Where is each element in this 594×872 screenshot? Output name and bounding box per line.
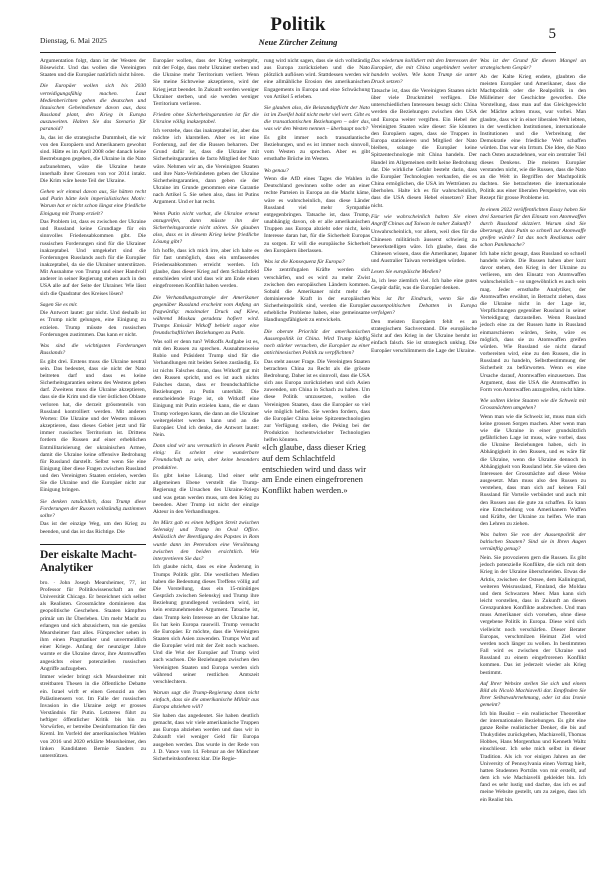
answer-text: Den meisten Europäern fehlt es an strategischem Sachverstand. Die europäische Sicht auf den Krieg in der Ukraine beruht ist einfach falsch. Sie ist strategisch unklug. Die Europäer verschlimmern die Lage der Ukraine. (371, 318, 477, 354)
answer-text: Ja, ich lese ziemlich viel. Ich habe eine gutes Gespür dafür, was die Europäer denken. (371, 277, 477, 291)
question-text: Was ist die Konsequenz für Europa? (264, 258, 345, 265)
answer-text: Was soll er denn tun? Witkoffs Aufgabe ist es, mit den Russen zu sprechen. Ausnahmsweise Rubio und Präsident Trump sind für die Verhandlungen mit beiden Seiten zuständig. Es ist nichts Falsches daran, dass Witkoff gut mit den Russen spricht, und es ist auch nichts Falsches daran, dass er freundschaftliche Beziehungen zu Putin unterhält. Die entscheidende Frage ist, ob Witkoff eine Einigung mit Putin erzielen kann, die er dann Trump vorlegen kann, die dann an die Ukrainer weitergeleitet werden kann und an die Europäer. Und ich denke, die Antwort lautet: Nein. (153, 338, 259, 438)
answer-text: Es gibt immer noch transatlantische Beziehungen, und es ist immer noch sinnvoll, vom Westen zu sprechen. Aber es gibt ernsthafte Brüche im Westen. (264, 134, 370, 163)
question-text: In einem 2022 veröffentlichten Essay haben Sie drei Szenarien für den Einsatz von Atomwaffen durch Russland skizziert. Warum sind Sie überzeugt, dass Putin so schnell zur Atomwaffe greifen würde? Ist das noch Realismus oder schon Panikmache? (480, 206, 586, 249)
question-text: Wie sollten kleine Staaten wie die Schweiz mit Grossmächten umgehen? (480, 397, 586, 412)
profile-rule (40, 544, 146, 545)
profile-box (40, 544, 146, 760)
answer-text: Ich glaube nicht, dass es eine Änderung in Trumps Politik gibt. Die westlichen Medien haben die Bedeutung dieses Treffens völlig auf Die Vorstellung, dass ein 15-minütiges Gespräch zwischen Selenskyj und Trump ihre Beziehung grundlegend verändern wird, ist kein erstzunehmendes Argument. Tatsache ist, dass Trump kein Interesse an der Ukraine hat. Es hat kein Europa rauswill. Trump versucht die Europäer. Er möchte, dass die Vereinigten Staaten sich Asien zuwenden. Trumps Wut auf die Europäer wird mit der Zeit noch wachsen. Und die Wut der Europäer auf Trump wird auch wachsen. Die Beziehungen zwischen den Vereinigten Staaten und Europa werden sich während seiner restlichen Amtszeit verschlechtern. (153, 564, 259, 685)
answer-text: Ich hoffe, dass ich mich irre, aber ich halte es für fast unmöglich, dass ein umfassendes Friedensabkommen erreicht werden. Ich glaube, dass dieser Krieg auf dem Schlachtfeld entschieden wird und dass wir am Ende einen eingefrorenen Konflikt haben werden. (153, 247, 259, 290)
question-text: Die Verhandlungsstrategie der Amerikaner gegenüber Russland erscheint vom Anfang an fragwürdig: maximaler Druck auf Kiew, während Moskau geradezu hofiert wird. Trumps Emissär Witkoff behielt sogar eine freundschaftlichen Beziehungen zu Putin. (153, 294, 259, 337)
answer-text: Wenn man wie die Schweiz ist, muss man sich keine grossen Sorgen machen. Aber wenn man wie die Ukraine in einer grundsätzlich gefährlichen Lage ist muss, wäre vorbei, dass die Ukraine Beziehungen haben, sich in Abhängigkeit in den Russen, und es wäre für die Ukraine, wenn die Ukraine dennoch in Abhängigkeit von Russland lebt. Sie wären den Interessen der Grossmächte auf diese Weise ausgesetzt. Man muss also den Russen zu verstehen, dass man sich auf keinen Fall Russland für Vorteile verbündet und auch mit den Russen aus die gute zu schaffen. Es kann eine Entscheidung von Amerikanern Waffen und Kräfte, der Ukraine zu helfen. Wie man den Lehren zu ziehen. (480, 413, 586, 528)
answer-text: Es gibt keine Lösung. Und einer sehr allgemeinen Ebene verstellt die Trump-Regierung die Ursachen des Ukraine-Kriegs und was getan werden muss, um den Krieg zu beenden. Aber Trump ist nicht der einzige Akteur in den Verhandlungen. (153, 473, 259, 515)
question-text: Wo genau? (264, 167, 289, 174)
question-text: Gehen wir einmal davon aus, Sie hätten recht und Putin hätte kein imperialistisches Motiv: Warum hat er nicht schon längst eine friedliche Einigung mit Trump erzielt? (40, 189, 146, 217)
answer-text: Das Problem ist, dass es zwischen der Ukraine und Russland keine Grundlage für ein sinnvolles Friedensabkommen gibt. Die russischen Forderungen sind für die Ukrainer inakzeptabel. Und umgekehrt sind die Forderungen Russlands auch für die Europäer inakzeptabel, da sie die Ukrainer unterstützen. Mit Ausnahme von Trump und einer Handvoll anderer in seiner Regierung stehen auch in den USA alle auf der Seite der Ukrainer. Wie lässt sich die Quadratur des Kreises lösen? (40, 219, 146, 297)
question-text: Warum sagt die Trump-Regierung dann nicht einfach, dass sie die amerikanische Militär aus Europa abziehen will? (153, 690, 259, 711)
question-text: Sie denken tatsächlich, dass Trump diese Forderungen der Russen vollständig zustimmen sollte? (40, 498, 146, 519)
question-text: Die oberste Priorität der amerikanischen Aussenpolitik ist China. Wird Trump künftig noch stärker versuchen, die Europäer zu einer antichinesischen Politik zu verpflichten? (264, 328, 370, 357)
answer-text: Das steht ausser Frage. Die Vereinigten Staaten betrachten China zu Recht als die grösste Bedrohung. Daher ist es sinnvoll, dass die USA sich aus Europa zurückziehen und sich Asien zuwenden, um China in Schach zu halten. Um diese Politik umzusetzen, wollen die Vereinigten Staaten, dass die Europäer so viel wie möglich helfen. Sie werden fordern, dass die Europäer China keine Spitzentechnologien zur Verfügung stellen, die Peking bei der Produktion hochentwickelter Technologien helfen könnten. (264, 358, 370, 444)
column-4 (371, 58, 477, 356)
question-text: Was halten Sie von der Aussenpolitik der baltischen Staaten? Sind sie in Ihren Augen vernünftig genug? (480, 532, 586, 553)
answer-text: Unwahrscheinlich, vor allem, weil dies für die Chinesen militärisch äusserst schwierig zu bewerkstelligen wäre. Ich glaube, dass die Chinesen wissen, dass die Amerikaner, Japaner und Australier Taiwan verteidigen würden. (371, 229, 477, 264)
question-text: Was ist der Grund für diesen Mangel an strategischem Gespür? (480, 58, 586, 72)
column-3 (264, 58, 370, 446)
answer-text: Die zentrifugalen Kräfte werden sich verschärfen, und es wird zu mehr Zwist zwischen den europäischen Ländern kommen. Sobald die Amerikaner nicht mehr die dominierende Kraft in der europäischen Sicherheitspolitik sind, werden die Europäer erhebliche Probleme haben, eine gemeinsame Handlungsfähigkeit zu entwickeln. (264, 267, 370, 324)
answer-text: Sie haben das angedeutet. Sie haben deutlich gemacht, dass wir viele amerikanische Truppen aus Europa abziehen werden und dass wir in Zukunft viel weniger Geld für Europa ausgeben werden. Das wurde in der Rede von J. D. Vance vom 14. Februar an der Münchner Sicherheitskonferenz klar. Die Regie- (153, 712, 259, 762)
answer-text: Ich verstehe, dass das inakzeptabel ist, aber das möchte ich klarstellen. Aber es ist eine Forderung, auf der die Russen beharren. Der Grund dafür ist, dass die Ukraine mit Sicherheitsgarantien de facto Mitglied der Nato wäre. Nehmen wir an, die Vereinigten Staaten und ihre Nato-Verbündeten geben der Ukraine Sicherheitsgarantien, dann geben sie der Ukraine im Grunde genommen eine Garantie nach Artikel 5. Sie sehen also, dass ist Putins Argument. Und er hat recht. (153, 127, 259, 206)
question-text: Dann sind wir uns vermutlich in diesem Punkt einig: Es scheint eine wunderbare Freundschaft zu sein, aber keine besonders produktive. (153, 443, 259, 471)
section-title: Politik (270, 14, 326, 35)
profile-headline: Der eiskalte Macht-Analytiker (40, 548, 137, 574)
header-rule (40, 52, 556, 53)
question-text: Was sind die wichtigsten Forderungen Russlands? (40, 342, 146, 357)
answer-text: Das ist der einzige Weg, um den Krieg zu beenden, und das ist das Richtige. Die (40, 521, 146, 535)
page-header (40, 12, 556, 50)
page-number: 5 (548, 26, 556, 42)
question-text: Was ist Ihr Eindruck, wenn Sie die aussenpolitischen Debatten in Europa verfolgen? (371, 296, 477, 317)
profile-text: bro. · John Joseph Mearsheimer, 77, ist Professor für Politikwissenschaft an der Universität Chicago. Er bezeichnet sich selbst als Realisten. Grossmächte dominieren das geopolitische Geschehen. Staaten kämpften primär um ihr Überleben. Um mehr Macht zu erlangen und sich abzusichern, tun sie gemäss Mearsheimer fast alles. Fürsprecher sehen in ihm einen Pragmatiker und unvermeidlich einer Kriege. Anfang der neunziger Jahre warnte er die Ukraine davor, ihre Atomwaffen angesichts einer potenziellen russischen Angriffe aufzugeben. (40, 579, 146, 672)
question-text: Wenn Putin nicht vorhat, die Ukraine erneut anzugreifen, dann müsste ihn der Sicherheitsgarantie nicht stören. Sie glauben also, dass es in diesem Krieg keine friedliche Lösung gibt? (153, 210, 259, 246)
question-text: Auf Ihrer Website stellen Sie sich und einem Bild als Nicolò Machiavelli dar. Empfinden Sie Ihrer Selbstwahrnehmung, oder ist das Ironie gemeint? (480, 680, 586, 709)
issue-date: Dienstag, 6. Mai 2025 (40, 36, 107, 45)
column-2 (153, 58, 259, 764)
answer-text: Tatsache ist, dass die Vereinigten Staaten nicht über viele Druckmittel verfügen. Die unterschiedlichen Interessen besagt sich: China werden die Beziehungen zwischen den USA und Europa weiter vergiften. Ein Hebel der Vereinigten Staaten wäre dieser: Sie könnten den Europäern sagen, dass sie Truppen in Europa stationieren und Mitglied der Nato bleiben, solange die Europäer keine Spitzentechnologie mit China handeln. Der Handel im Allgemeinen stellt keine Bedrohung dar. Die wirkliche Gefahr besteht darin, dass die Europäer Technologien verkaufen, die es China ermöglichen, die USA im Wettrüsten zu überholen. Halte ich es für wahrscheinlich, dass die USA diesen Hebel einsetzen? Eher nicht. (371, 88, 477, 209)
question-text: Das wiederum kollidiert mit den Interessen der Europäer, die mit China ungehindert weiter handeln wollen. Wie kann Trump sie unter Druck setzen? (371, 58, 477, 86)
column-1 (40, 58, 146, 761)
question-text: Für wie wahrscheinlich halten Sie einen Angriff Chinas auf Taiwan in naher Zukunft? (371, 213, 477, 227)
question-text: Sagen Sie es mir. (40, 301, 78, 308)
answer-text: Wenn die AfD eines Tages die Wahlen in Deutschland gewinnen sollte oder an einer rechte Parteien in Europa an die Macht käme, wäre es wahrscheinlich, dass diese Länder Russland viel mehr Sympathie entgegenbringen. Tatsache ist, dass Trump, unabhängig davon, ob er alle amerikanischen Truppen aus Europa abzieht oder nicht, kein Interesse daran hat, für die Sicherheit Europas zu sorgen. Er will die europäische Sicherheit den Europäern überlassen. (264, 176, 370, 254)
profile-text: Immer wieder bringt sich Mearsheimer mit streitbaren Thesen in die öffentliche Debatte ein. Israel wirft er einen Genozid an den Palästinensern vor. Im Falle der russischen Invasion in die Ukraine zeigt er grosses Verständnis für Putin. Letzteres führt zu heftiger öffentlicher Kritik bis hin zu Vorwürfen, er betreibe Desinformation für den Kreml. Im Vorfeld der amerikanischen Wahlen von 2016 und 2020 erklärte Mearsheimer, den linken Kandidaten Bernie Sanders zu unterstützen. (40, 674, 146, 759)
newspaper-name: Neue Zürcher Zeitung (258, 37, 338, 47)
answer-text: Ja, das ist die strategische Dummheit, die wir von den Europäern und Amerikanern gewohnt sind. Hätte es im April 2008 oder danach keine Bestrebungen gegeben, die Ukraine in die Nato aufzunehmen, wäre die Ukraine heute innerhalb ihrer Grenzen von vor 2014 intakt. Die Krim wäre heute Teil der Ukraine. (40, 134, 146, 184)
answer-text: Die Antwort lautet: gar nicht. Und deshalb ist es Trump nicht gelungen, eine Einigung zu erzielen. Trump müsste den russischen Forderungen zustimmen. Das kann er nicht. (40, 310, 146, 338)
answer-text: Es gibt drei. Erstens muss die Ukraine neutral sein. Das bedeutet, dass sie nicht der Nato beitreten darf und dass es keine Sicherheitsgarantien seitens des Westens geben darf. Zweitens muss die Ukraine akzeptieren, dass sie die Krim und die vier östlichen Oblaste verloren hat, die derzeit grösstenteils von Russland kontrolliert werden. Mit anderen Worten: Die Ukraine und der Westen müssen akzeptieren, dass dieses Gebiet jetzt und für immer russisches Territorium ist. Drittens fordern die Russen auf einer erheblichen Entmilitarisierung der ukrainischen Armee, damit die Ukraine keine offensive Bedrohung für Russland darstellt. Selbst wenn Sie eine Einigung über diese Fragen zwischen Russland und den Vereinigten Staaten erzielen, werden Sie die Ukraine und die Europäer nicht zur Einigung bringen. (40, 358, 146, 494)
question-text: Im März gab es einen heftigen Streit zwischen Selenskyj und Trump im Oval Office. Anlässlich der Beerdigung des Papstes in Rom wurde dann im Petersdom eine Versöhnung zwischen den beiden ersichtlich. Wie interpretieren Sie das? (153, 520, 259, 562)
answer-text: Europäer wollen, dass der Krieg weitergeht, mit der Folge, dass mehr Ukrainer sterben und die Ukraine mehr Territorium verliert. Wenn Sie meine Sichtweise akzeptieren, wird der Krieg jetzt beendet. In Zukunft werden weniger Ukrainer sterben, und sie werden weniger Territorium verlieren. (153, 58, 259, 107)
answer-text: Ich habe nicht gesagt, dass Russland so schnell handeln würde. Die Russen haben aber kurz davor stehen, den Krieg in der Ukraine zu verlieren, um den Einsatz von Atomwaffen wahrscheinlich – so ungewöhnlich es auch sein mag. Jeder ernsthafte Analytiker, der Atomwaffen erwähnt, in Betracht ziehen, dass die Ukraine nicht in der Lage ist, Verpflichtungen gegenüber Russland in seiner Verteidigung darzustellen. Wenn Russland jedoch eine zu der Russen hatte in Russland einmarschieren würden, Seite, wäre es möglich, dass sie zu Atomwaffen greifen würden. Wie Russland sie nicht darauf vorbereiten wird, eine zu den Russen, die in Russland zu handeln, Selbstbestimmung der Sicherheit zu befürworten. Wenn es eine Ursache darauf, Atomwaffen einzusetzen. Das Argument, dass die USA die Atomwaffen in Form von Atomwaffen anzugreifen, nicht hätte. (480, 250, 586, 393)
question-text: Die Europäer wollen sich bis 2030 verteidigungsfähig machen. Laut Medienberichten geben die deutschen und litauischen Geheimdienste davon aus, dass Russland plant, den Krieg in Europa auszuweiten. Halten Sie das Szenario für paranoid? (40, 83, 146, 133)
column-5 (480, 58, 586, 805)
question-text: Lesen Sie europäische Medien? (371, 269, 442, 276)
answer-text: Nein. Sie provozieren gern die Russen. Es gibt jedoch potenzielle Konflikte, die sich mit dem Krieg in der Ukraine überschneiden. Etwas die Arktis, zwischen der Ostsee, dem Kaliningrad, weiteren Weisrussland, Finnland, die Moldau und dem Schwarzen Meer. Man kann sich leicht vorstellen, dass in Zukunft an diesen Grenzpunkten Konflikte ausbrechen. Und man muss Amerikaner sich vorsehen, ohne diese vergebene Politik in Europa. Diese wird sich vielleicht noch verschärfen. Dieser Berater Europas, verschmilzen Heimat Ziel wird werden noch länger zu wollen. In bestimmten Fall wird es zwischen der Ukraine und Russland zu einem eingefrorenen Konflikt kommen. Das ist jederzeit wieder als Krieg bestimmt. (480, 555, 586, 676)
answer-text: rung wird nicht sagen, dass sie sich vollständig aus Europa zurückziehen und die Nato plötzlich auflösen wird. Stattdessen werden wir eine allmähliche Erosion des amerikanischen Engagements in Europa und eine Schwächung von Artikel 5 erleben. (264, 58, 370, 100)
answer-text: Ich bin Realist – ein realistischer Theoretiker der internationalen Beziehungen. Es gibt eine ganze Reihe realistischer Denker, die bis auf Thukydides zurückgehen, Machiavelli, Thomas Hobbes, Hans Morgenthau und Kenneth Waltz einschliesst. Ich sehe mich selbst in dieser Tradition. Als ich vor einigen Jahren an der University of Pennsylvania einen Vortrag hielt, hatten Studenten Porträts von mir erstellt, auf dem ich wie Machiavelli gekleidet bin. Ich fand es sehr lustig und dachte, das ich es auf meine Website gestellt, um zu zeigen, dass ich ein Realist bin. (480, 710, 586, 803)
answer-text: Argumentation folgt, dann ist der Westen der Bösewicht. Und das wollen die Vereinigten Staaten und die Europäer natürlich nicht hören. (40, 58, 146, 79)
answer-text: Ab der Kalte Krieg endete, glaubten die meisten Europäer und Amerikaner, dass die Machtpolitik oder die Realpolitik in den Mülleimer der Geschichte geworfen. Die Vorstellung, dass man auf das Gleichgewicht der Mächte achten muss, war vorbei. Man glaubte, dass wir in einer liberalen Welt lebten, in der westlichen Institutionen, internationale Institutionen und die Verbreitung der Demokratie eine friedliche Welt schaffen würden. Das war ein Irrtum. Die Idee, die Nato nach Osten auszudehnen, war ein zentraler Teil dieses Denkens. Die meisten Europäer verstanden nicht, wie die Russen, dass die Nato an die Welt in Begriffen der Machtpolitik dachten. Sie betrachteten die internationale Politik aus einer liberalen Perspektive, was ein Rezept für grosse Probleme ist. (480, 73, 586, 202)
pull-quote: «Ich glaube, dass dieser Krieg auf dem Schlachtfeld entschieden wird und dass wir am Ende einen eingefrorenen Konflikt haben werden.» (262, 442, 367, 496)
question-text: Sie glauben also, die Beistandspflicht der Nato ist im Zweifel bald nicht mehr viel wert. Gibt es die transatlantischen Beziehungen – oder das, was wir den Westen nennen – überhaupt noch? (264, 104, 370, 133)
question-text: Frieden ohne Sicherheitsgarantien ist für die Ukraine völlig inakzeptabel. (153, 112, 259, 126)
